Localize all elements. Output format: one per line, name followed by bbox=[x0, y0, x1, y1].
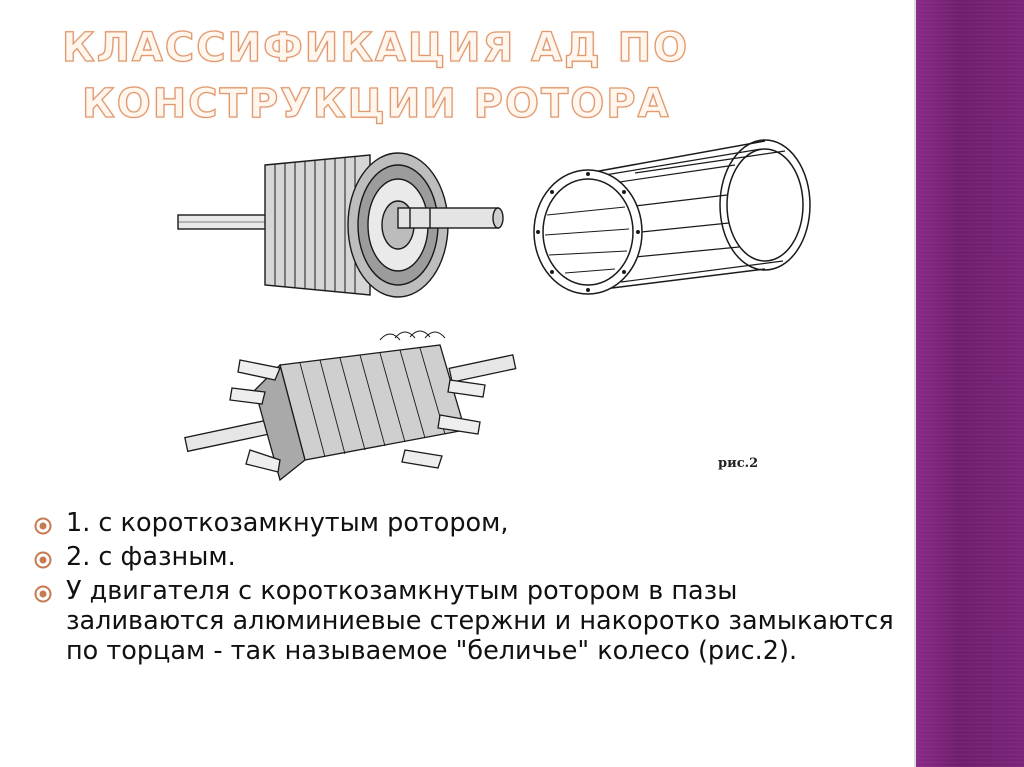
list-item-text: 1. с короткозамкнутым ротором, bbox=[66, 508, 509, 538]
rotor-illustration bbox=[170, 135, 510, 310]
bullet-list bbox=[32, 508, 902, 670]
list-item bbox=[32, 542, 902, 572]
list-item bbox=[32, 508, 902, 538]
circle-bullet-icon bbox=[32, 515, 54, 537]
list-item-text: У двигателя с короткозамкнутым ротором в пазы заливаются алюминиевые стержни и накоротко замыкаются по торцам - так называемое "беличье" колесо (рис.2). bbox=[66, 576, 894, 666]
circle-bullet-icon bbox=[32, 583, 54, 605]
cage-rotor-illustration bbox=[180, 320, 520, 495]
title-line-2: КОНСТРУКЦИИ РОТОРА bbox=[82, 81, 671, 127]
circle-bullet-icon bbox=[32, 549, 54, 571]
squirrel-cage-illustration bbox=[525, 135, 825, 310]
list-item-text: 2. с фазным. bbox=[66, 542, 236, 572]
sidebar-texture bbox=[916, 0, 1024, 767]
list-item bbox=[32, 576, 902, 666]
slide-title bbox=[62, 20, 742, 132]
decorative-sidebar bbox=[914, 0, 1024, 767]
figure-caption: рис.2 bbox=[718, 456, 759, 471]
title-line-1: КЛАССИФИКАЦИЯ АД ПО bbox=[62, 25, 690, 71]
